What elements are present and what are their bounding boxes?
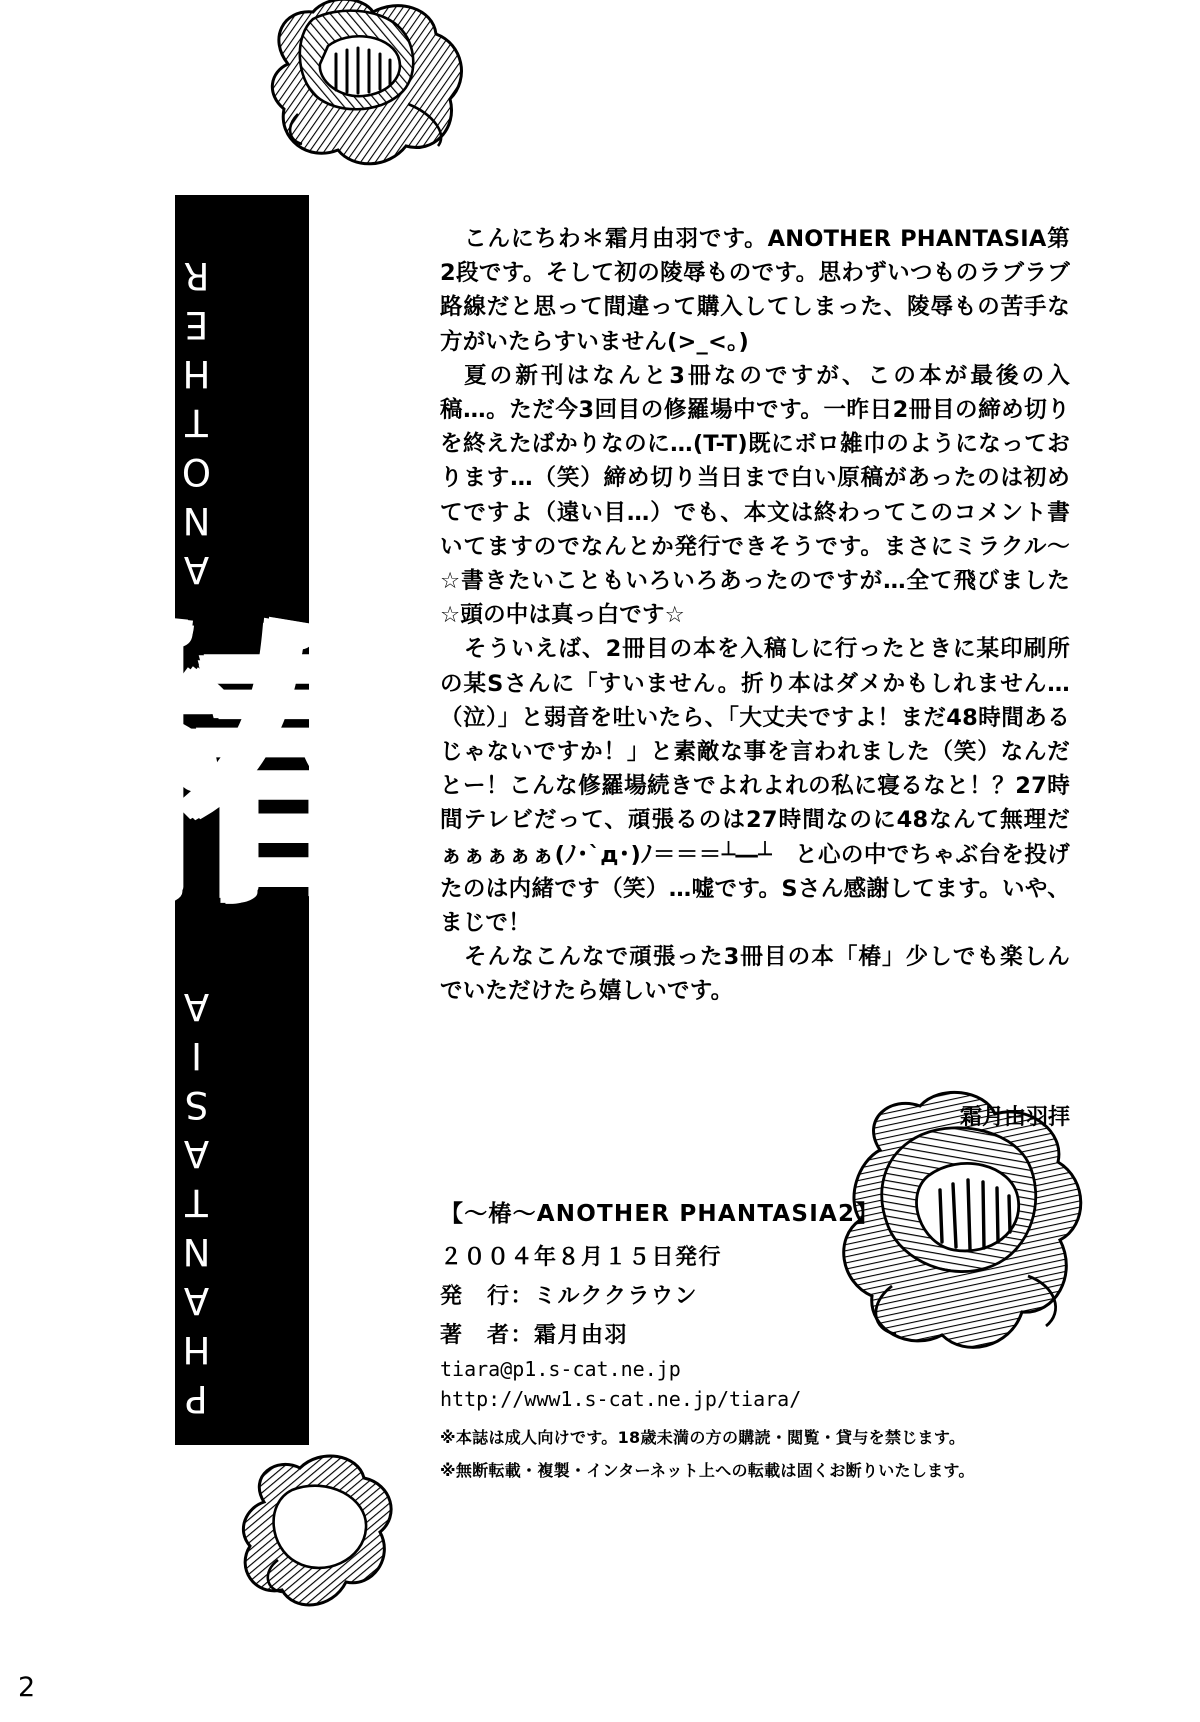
- camellia-leaf-bottom-left: [228, 1450, 418, 1640]
- colophon-publish-date: ２００４年８月１５日発行: [440, 1245, 723, 1270]
- colophon: [440, 1195, 1060, 1481]
- title-romaji-top: ANOTHER: [175, 248, 218, 592]
- colophon-email: tiara@p1.s-cat.ne.jp: [440, 1357, 681, 1381]
- colophon-url: http://www1.s-cat.ne.jp/tiara/: [440, 1387, 802, 1411]
- colophon-publisher: 発 行：ミルククラウン: [440, 1284, 699, 1309]
- title-romaji-bottom: PHANTASIA: [175, 979, 218, 1421]
- afterword-paragraph: そういえば、2冊目の本を入稿しに行ったときに某印刷所の某Sさんに「すいません。折り本はダメかもしれません…（泣）」と弱音を吐いたら、「大丈夫ですよ！まだ48時間あるじゃないですか！」と素敵な事を言われました（笑）なんだとー！こんな修羅場続きでよれよれの私に寝るなと！？27時間テレビだって、頑張るのは27時間なのに48なんて無理だぁぁぁぁぁ(ﾉ･`д･)ﾉ＝＝＝┴―┴ と心の中でちゃぶ台を投げたのは内緒です（笑）…嘘です。Sさん感謝してます。いや、まじで！: [440, 636, 1070, 937]
- colophon-title: 【～椿～ANOTHER PHANTASIA2】: [440, 1201, 880, 1227]
- page-number: 2: [18, 1672, 36, 1703]
- colophon-author: 著 者：霜月由羽: [440, 1323, 629, 1348]
- author-signature: 霜月由羽拝: [959, 1105, 1070, 1130]
- colophon-notice-adult: ※本誌は成人向けです。18歳未満の方の購読・閲覧・貸与を禁じます。: [440, 1428, 966, 1447]
- afterword-paragraph: そんなこんなで頑張った3冊目の本「椿」少しでも楽しんでいただけたら嬉しいです。: [440, 944, 1070, 1005]
- title-kanji: 椿: [98, 600, 388, 940]
- camellia-flower-top-left: [258, 0, 488, 184]
- colophon-notice-copyright: ※無断転載・複製・インターネット上への転載は固くお断りいたします。: [440, 1461, 975, 1480]
- afterword-text: [440, 222, 1070, 1009]
- afterword-paragraph: 夏の新刊はなんと3冊なのですが、この本が最後の入稿…。ただ今3回目の修羅場中です。一昨日2冊目の締め切りを終えたばかりなのに…(T-T)既にボロ雑巾のようになっております…（笑）締め切り当日まで白い原稿があったのは初めてですよ（遠い目…）でも、本文は終わってこのコメント書いてますのでなんとか発行できそうです。まさにミラクル～☆書きたいこともいろいろあったのですが…全て飛びました☆頭の中は真っ白です☆: [440, 362, 1070, 629]
- afterword-paragraph: こんにちわ＊霜月由羽です。ANOTHER PHANTASIA第2段です。そして初の陵辱ものです。思わずいつものラブラブ路線だと思って間違って購入してしまった、陵辱もの苦手な方がいたらすいません(>_<。): [440, 226, 1070, 355]
